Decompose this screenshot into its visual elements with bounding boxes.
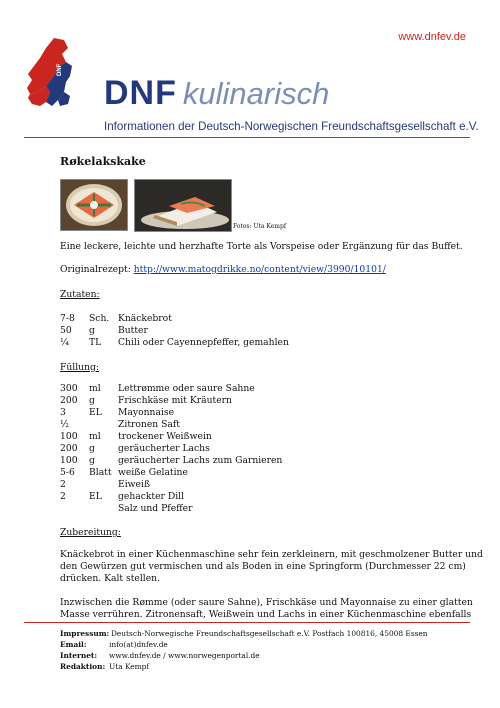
recipe-intro: Eine leckere, leichte und herzhafte Torte als Vorspeise oder Ergänzung für das Buffet. — [60, 241, 463, 252]
step2-line: Masse verrühren. Zitronensaft, Weißwein und Lachs in einer Küchenmaschine ebenfalls — [60, 609, 472, 620]
step1-line: drücken. Kalt stellen. — [60, 573, 160, 584]
header-divider — [24, 137, 470, 138]
header-subtitle: Informationen der Deutsch-Norwegischen Freundschaftsgesellschaft e.V. — [104, 120, 479, 133]
step1-line: den Gewürzen gut vermischen und als Boden in eine Springform (Durchmesser 22 cm) — [60, 561, 466, 572]
photo-credit: Fotos: Uta Kempf — [233, 223, 287, 230]
email-link[interactable]: info(at)dnfev.de — [109, 640, 168, 649]
recipe-title: Røkelakskake — [60, 155, 146, 168]
site-url[interactable]: www.dnfev.de — [398, 31, 466, 43]
fuellung-heading: Füllung: — [60, 362, 99, 373]
salmon-cake-photo — [134, 179, 232, 232]
logo-badge-text: DNF — [57, 63, 63, 76]
footer-divider — [24, 622, 470, 623]
original-recipe-link[interactable]: http://www.matogdrikke.no/content/view/3990/10101/ — [133, 264, 386, 275]
norway-map-logo — [24, 36, 86, 108]
zutaten-heading: Zutaten: — [60, 289, 100, 300]
original-recipe-line — [60, 264, 386, 276]
zubereitung-heading: Zubereitung: — [60, 527, 121, 538]
original-recipe-label: Originalrezept: — [60, 264, 131, 275]
brand-kulinarisch: kulinarisch — [182, 76, 330, 111]
step2-line: Inzwischen die Rømme (oder saure Sahne), Frischkäse und Mayonnaise zu einer glatten — [60, 597, 473, 608]
step1-line: Knäckebrot in einer Küchenmaschine sehr fein zerkleinern, mit geschmolzener Butter und — [60, 549, 483, 560]
brand-title — [104, 74, 329, 113]
brand-dnf: DNF — [104, 74, 177, 112]
internet-links[interactable]: www.dnfev.de / www.norwegenportal.de — [109, 651, 260, 660]
salmon-cake-slices-photo — [60, 179, 128, 231]
